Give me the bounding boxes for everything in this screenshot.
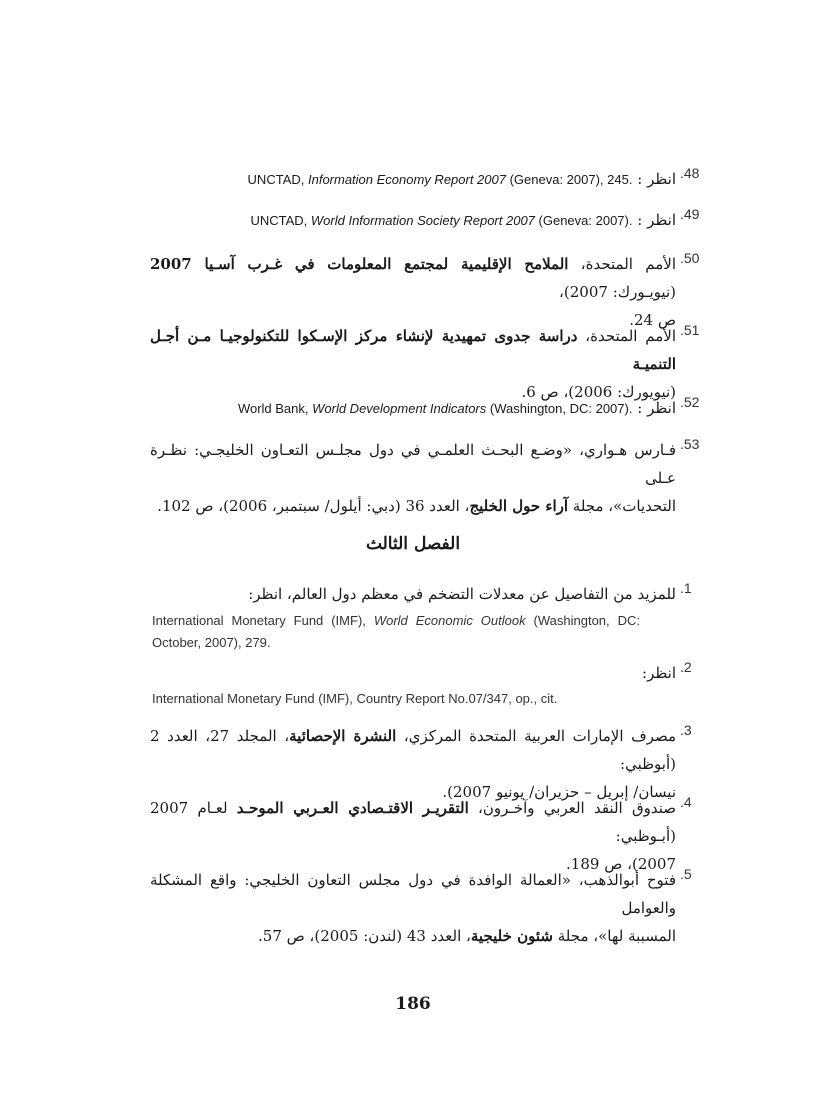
footnote-line: للمزيد من التفاصيل عن معدلات التضخم في معظم دول العالم، انظر:: [248, 585, 676, 603]
footnote-line: فتوح أبوالذهب، «العمالة الوافدة في دول مجلس التعاون الخليجي: واقع المشكلة والعوامل: [150, 871, 676, 917]
footnote-number: .1: [680, 580, 692, 596]
footnote-line: انظر:: [642, 664, 676, 682]
footnote-number: .2: [680, 659, 692, 675]
footnote-line: صندوق النقد العربي وآخـرون، التقريـر الاقتـصادي العـربي الموحـد لعـام 2007 (أبـوظبي:: [150, 799, 676, 845]
footnote-number: .53: [680, 436, 700, 452]
footnote-line: 2007)، ص 189.: [566, 855, 676, 873]
citation-title: Information Economy Report 2007: [307, 172, 506, 187]
page-number: 186: [395, 994, 431, 1014]
citation-title: World Economic Outlook: [373, 613, 526, 628]
footnote-line: الأمم المتحدة، دراسة جدوى تمهيدية لإنشاء مركز الإسـكوا للتكنولوجيـا مـن أجـل التنميـة: [150, 327, 676, 373]
footnote-number: .52: [680, 394, 700, 410]
footnote-number: .48: [680, 165, 700, 181]
footnote-52: [150, 394, 700, 423]
footnote-5: [150, 866, 692, 950]
citation-details: (Geneva: 2007), 245.: [505, 172, 633, 187]
footnote-line: المسببة لها»، مجلة شئون خليجية، العدد 43 (لندن: 2005)، ص 57.: [258, 927, 676, 945]
citation-title: التقريـر الاقتـصادي العـربي الموحـد: [236, 799, 469, 817]
footnote-number: .3: [680, 722, 692, 738]
footnote-number: .5: [680, 866, 692, 882]
footnote-line: نيسان/ إبريل – حزيران/ يونيو 2007).: [442, 783, 676, 801]
citation-details: (Washington, DC: 2007).: [486, 401, 633, 416]
footnote-2-citation: International Monetary Fund (IMF), Country Report No.07/347, op., cit.: [152, 691, 558, 706]
footnote-line: ص 24.: [629, 311, 676, 329]
footnote-48: [150, 165, 700, 194]
journal-title: آراء حول الخليج: [469, 497, 569, 515]
citation-title: دراسة جدوى تمهيدية لإنشاء مركز الإسـكوا للتكنولوجيـا مـن أجـل التنميـة: [150, 327, 676, 373]
footnote-1: [150, 580, 692, 608]
citation-title: World Information Society Report 2007: [310, 213, 535, 228]
chapter-heading: الفصل الثالث: [365, 534, 461, 554]
footnote-number: .51: [680, 322, 700, 338]
footnote-number: .49: [680, 206, 700, 222]
citation-author: World Bank,: [237, 401, 313, 416]
footnote-line: الأمم المتحدة، الملامح الإقليمية لمجتمع المعلومات في غـرب آسـيا 2007 (نيويـورك: 2007)،: [150, 255, 676, 301]
footnote-prefix: انظر :: [637, 399, 676, 417]
citation-author: UNCTAD,: [250, 213, 311, 228]
footnote-line: التحديات»، مجلة آراء حول الخليج، العدد 36 (دبي: أيلول/ سبتمبر، 2006)، ص 102.: [157, 497, 676, 515]
citation-title: النشرة الإحصائية: [289, 727, 397, 745]
footnote-line: مصرف الإمارات العربية المتحدة المركزي، النشرة الإحصائية، المجلد 27، العدد 2 (أبوظبي:: [150, 727, 676, 773]
footnote-line: فـارس هـواري، «وضـع البحـث العلمـي في دول مجلـس التعـاون الخليجـي: نظـرة عـلى: [150, 441, 676, 487]
footnote-2: [150, 659, 692, 687]
citation-author: UNCTAD,: [247, 172, 308, 187]
footnote-number: .50: [680, 250, 700, 266]
footnote-53: [150, 436, 700, 520]
footnote-line: (نيويورك: 2006)، ص 6.: [521, 383, 676, 401]
citation-details: (Geneva: 2007).: [534, 213, 633, 228]
footnote-prefix: انظر :: [637, 211, 676, 229]
footnote-number: .4: [680, 794, 692, 810]
journal-title: شئون خليجية: [470, 927, 553, 945]
footnote-prefix: انظر :: [637, 170, 676, 188]
citation-title: الملامح الإقليمية لمجتمع المعلومات في غـرب آسـيا 2007: [150, 255, 569, 273]
footnote-49: [150, 206, 700, 235]
citation-title: World Development Indicators: [312, 401, 487, 416]
footnote-1-citation: International Monetary Fund (IMF), World Economic Outlook (Washington, DC: October, 2007), 279.: [152, 613, 640, 650]
